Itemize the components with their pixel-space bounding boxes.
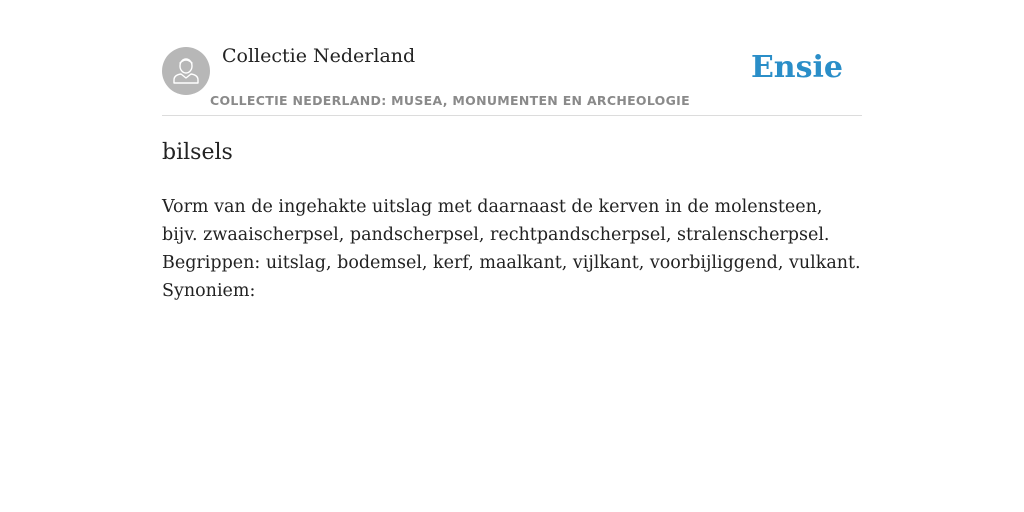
user-icon [162, 47, 210, 95]
avatar[interactable] [162, 47, 210, 95]
entry-definition: Vorm van de ingehakte uitslag met daarnaast de kerven in de molensteen, bijv. zwaaischerpsel, pandscherpsel, rechtpandscherpsel, stralenscherpsel. Begrippen: uitslag, bodemsel, kerf, maalkant, vijlkant, voorbijliggend, vulkant. Synoniem: [162, 197, 861, 301]
author-subtitle: COLLECTIE NEDERLAND: MUSEA, MONUMENTEN EN ARCHEOLOGIE [210, 93, 690, 108]
header [162, 40, 862, 116]
entry-term: bilsels [162, 140, 233, 165]
ensie-logo[interactable]: Ensie [750, 50, 843, 85]
author-name[interactable]: Collectie Nederland [222, 45, 416, 67]
